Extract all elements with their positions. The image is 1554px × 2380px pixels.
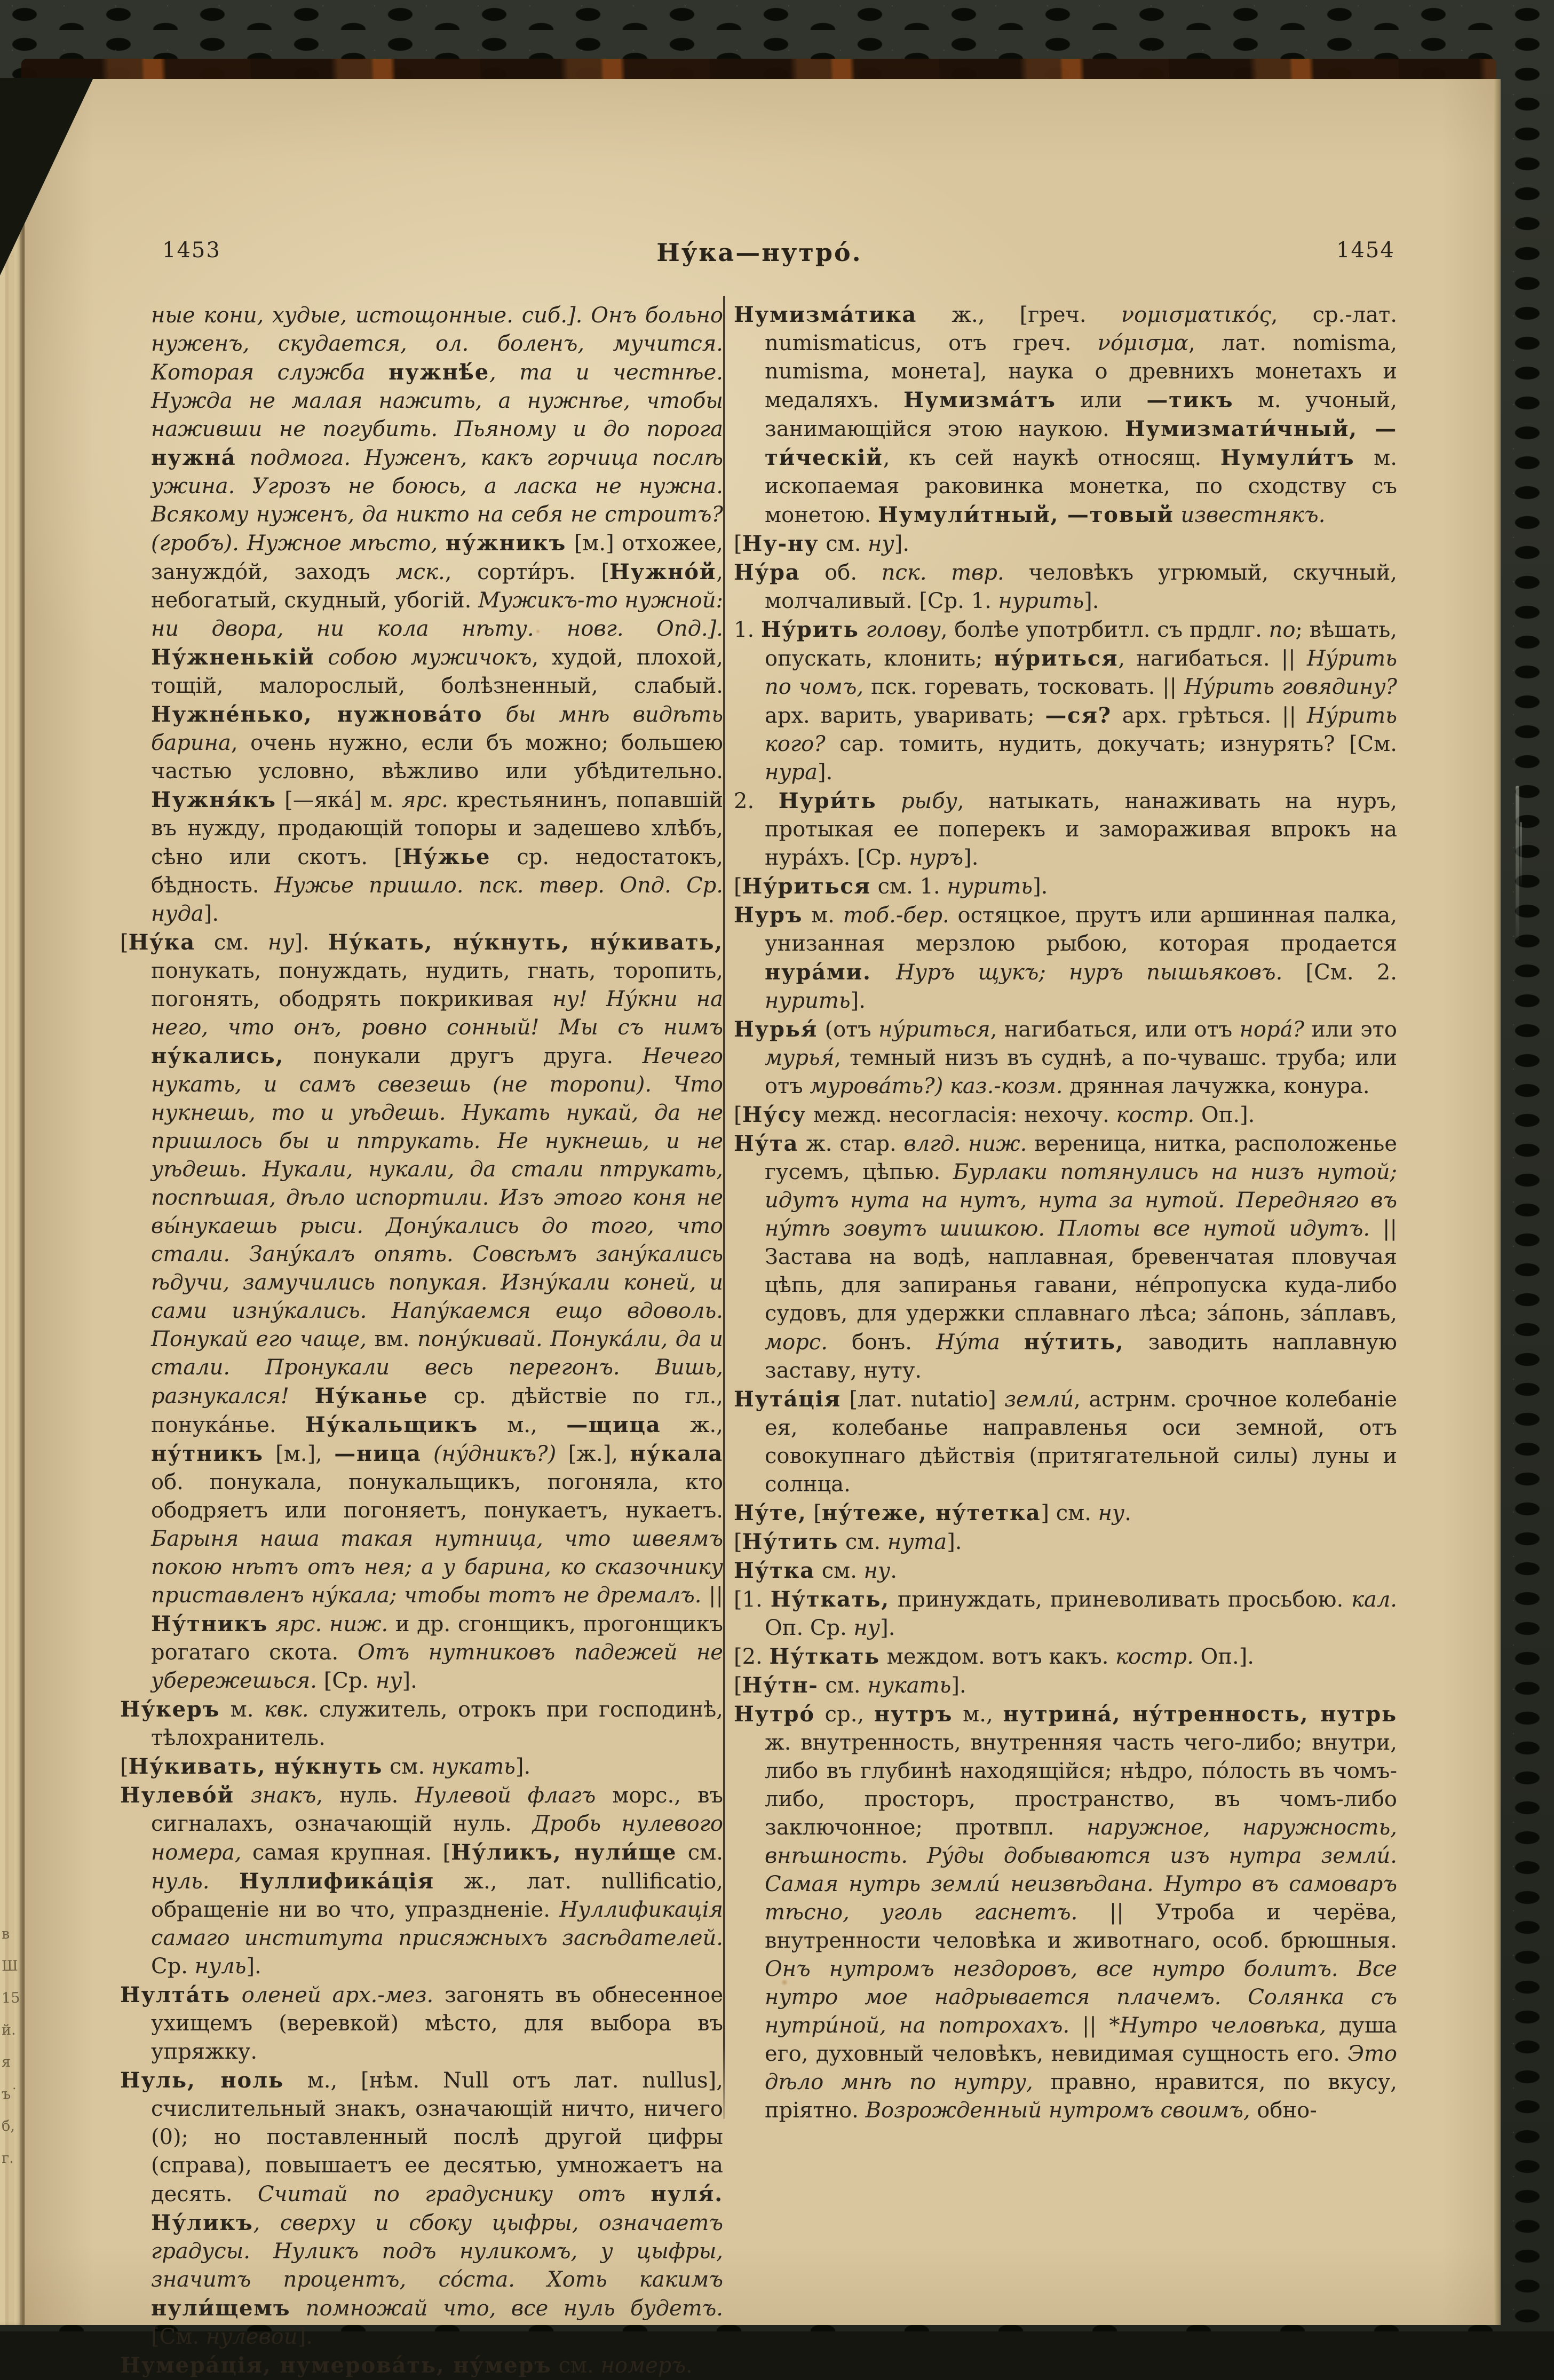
dictionary-entry: Ну́те, [ну́теже, ну́тетка] см. ну.: [734, 1500, 1131, 1525]
dictionary-entry: Нурья́ (отъ ну́риться, нагибаться, или отъ нора́? или это мурья́, темный низъ въ суднѣ, а по-чувашс. труба; или отъ мурова́ть?) каз.-козм. дрянная лачужка, конура.: [734, 1017, 1397, 1098]
edge-mark-fragment: ъ˙: [1, 2085, 18, 2103]
page-number-left: 1453: [162, 238, 221, 263]
cloth-scratch: [1516, 786, 1519, 940]
edge-mark-fragment: я: [1, 2053, 11, 2071]
text-column-left: [120, 302, 723, 2380]
edge-mark-fragment: 15: [1, 1989, 20, 2007]
dictionary-entry: [Ну́тить см. нута].: [734, 1529, 962, 1554]
dictionary-entry: Нуръ м. тоб.-бер. остяцкое, прутъ или аршинная палка, унизанная мерзлою рыбою, которая продается нура́ми. Нуръ щукъ; нуръ пышьяковъ. [См. 2. нурить].: [734, 903, 1398, 1013]
dictionary-entry: Нумера́ція, нумерова́ть, ну́меръ см. номеръ.: [120, 2353, 693, 2378]
dictionary-entry: Нумизма́тика ж., [греч. νομισματικός, ср.-лат. numismaticus, отъ греч. νόμισμα, лат. nomisma, numisma, монета], наука о древнихъ монетахъ и медаляхъ. Нумизма́тъ или —тикъ м. учоный, занимающійся этою наукою. Нумизмати́чный, —ти́ческій, къ сей наукѣ относящ. Нумули́тъ м. ископаемая раковинка монетка, по сходству съ монетою. Нумули́тный, —товый известнякъ.: [734, 302, 1397, 527]
dictionary-entry: Ну́керъ м. квк. служитель, отрокъ при господинѣ, тѣлохранитель.: [120, 1697, 724, 1750]
book-cover-edge: [21, 59, 1496, 81]
dictionary-entry: 2. Нури́ть рыбу, натыкать, нанаживать на нуръ, протыкая ее поперекъ и замораживая впрокъ на нура́хъ. [Ср. нуръ].: [734, 788, 1398, 870]
edge-mark-fragment: Ш: [1, 1957, 19, 1975]
page-header: [25, 238, 1494, 275]
dictionary-entry: [Ну́тн- см. нукать].: [734, 1673, 966, 1698]
edge-mark-fragment: в: [1, 1925, 10, 1943]
dictionary-entry: Ну́ра об. пск. твр. человѣкъ угрюмый, скучный, молчаливый. [Ср. 1. нурить].: [734, 560, 1398, 613]
edge-mark-fragment: г.: [1, 2149, 14, 2167]
dictionary-entry: Нулево́й знакъ, нуль. Нулевой флагъ морс., въ сигналахъ, означающій нуль. Дробь нулевого номера, самая крупная. [Ну́ликъ, нули́ще см. нуль. Нуллифика́ція ж., лат. nullificatio, обращеніе ни во что, упраздненіе. Нуллификація самаго института присяжныхъ засѣдателей. Ср. нуль].: [120, 1783, 723, 1979]
dictionary-entry: Нулта́ть оленей арх.-мез. загонять въ обнесенное ухищемъ (веревкой) мѣсто, для выбора въ упряжку.: [120, 1982, 724, 2064]
dictionary-page: [25, 79, 1494, 2378]
dictionary-entry: [Ну́ка см. ну]. Ну́кать, ну́кнуть, ну́кивать, понукать, понуждать, нудить, гнать, торопить, погонять, ободрять покрикивая ну! Ну́кни на него, что онъ, ровно сонный! Мы съ нимъ ну́кались, понукали другъ друга. Нечего нукать, и самъ свезешь (не торопи). Что нукнешь, то и уѣдешь. Нукать нукай, да не пришлось бы и птрукать. Не нукнешь, и не уѣдешь. Нукали, нукали, да стали птрукать, поспѣшая, дѣло испортили. Изъ этого коня не вы́нукаешь рыси. Дону́кались до того, что стали. Зану́калъ опять. Совсѣмъ зану́кались ѣдучи, замучились попукая. Изну́кали коней, и сами изну́кались. Напу́каемся ещо вдоволь. Понукай его чаще, вм. пону́кивай. Понука́ли, да и стали. Пронукали весь перегонъ. Вишь, разнукался! Ну́канье ср. дѣйствіе по гл., понука́нье. Ну́кальщикъ м., —щица ж., ну́тникъ [м.], —ница (ну́дникъ?) [ж.], ну́кала об. понукала, понукальщикъ, погоняла, кто ободряетъ или погоняетъ, понукаетъ, нукаетъ. Барыня наша такая нутница, что швеямъ покою нѣтъ отъ нея; а у барина, ко сказочнику приставленъ ну́кала; чтобы тотъ не дремалъ. || Ну́тникъ ярс. ниж. и др. сгонщикъ, прогонщикъ рогатаго скота. Отъ нутниковъ падежей не убережешься. [Ср. ну].: [120, 930, 724, 1693]
dictionary-entry: [Ну́риться см. 1. нурить].: [734, 874, 1048, 899]
page-number-right: 1454: [1336, 238, 1395, 263]
dictionary-entry: [Ну́кивать, ну́кнуть см. нукать].: [120, 1754, 531, 1779]
dictionary-entry: [Ну-ну см. ну].: [734, 531, 910, 556]
edge-mark-fragment: й.: [1, 2021, 16, 2039]
dictionary-entry: Ну́тка см. ну.: [734, 1558, 897, 1583]
dictionary-entry: Нутро́ ср., нутръ м., нутрина́, ну́тренность, нутрь ж. внутренность, внутренняя часть чего-либо; внутри, либо въ глубинѣ находящійся; нѣдро, по́лость въ чомъ-либо, просторъ, пространство, въ чомъ-либо заключонное; протвпл. наружное, наружность, внѣшность. Ру́ды добываются изъ нутра земли́. Самая нутрь земли́ неизвѣдана. Нутро въ самоваръ тѣсно, уголь гаснетъ. || Утроба и черёва, внутренности человѣка и животнаго, особ. брюшныя. Онъ нутромъ нездоровъ, все нутро болитъ. Все нутро мое надрывается плачемъ. Солянка съ нутри́ной, на потрохахъ. || *Нутро человѣка, душа его, духовный человѣкъ, невидимая сущность его. Это дѣло мнѣ по нутру, правно, нравится, по вкусу, пріятно. Возрожденный нутромъ своимъ, обно-: [734, 1702, 1398, 2123]
page-edge-stack: [0, 79, 25, 2325]
dictionary-entry: 1. Ну́рить голову, болѣе употрбитл. съ прдлг. по; вѣшать, опускать, клонить; ну́риться, нагибаться. || Ну́рить по чомъ, пск. горевать, тосковать. || Ну́рить говядину? арх. варить, уваривать; —ся? арх. грѣться. || Ну́рить кого? сар. томить, нудить, докучать; изнурять? [См. нура].: [734, 617, 1398, 785]
dictionary-entry: Ну́та ж. стар. влгд. ниж. вереница, нитка, расположенье гусемъ, цѣпью. Бурлаки потянулись на низъ нутой; идутъ нута на нутъ, нута за нутой. Передняго въ ну́тѣ зовутъ шишкою. Плоты все нутой идутъ. || Застава на водѣ, наплавная, бревенчатая пловучая цѣпь, для запиранья гавани, не́пропуска куда-либо судовъ, для удержки сплавнаго лѣса; за́понь, за́плавъ, морс. бонъ. Ну́та ну́тить, заводить наплавную заставу, нуту.: [734, 1131, 1398, 1383]
text-column-right: [734, 301, 1397, 2125]
dictionary-entry: Нута́ція [лат. nutatio] земли́, астрнм. срочное колебаніе ея, колебанье направленья оси земной, отъ совокупнаго дѣйствія (притягательной силы) луны и солнца.: [734, 1387, 1397, 1497]
dictionary-entry: ные кони, худые, истощонные. сиб.]. Онъ больно нуженъ, скудается, ол. боленъ, мучится. Которая служба нужнѣ́е, та и честнѣе. Нужда не малая нажить, а нужнѣе, чтобы наживши не погубить. Пьяному и до порога нужна́ подмога. Нуженъ, какъ горчица послѣ ужина. Угрозъ не боюсь, а ласка не нужна. Всякому нуженъ, да никто на себя не строитъ? (гробъ). Нужное мѣсто, ну́жникъ [м.] отхожее, зануждо́й, заходъ мск., сорти́ръ. [Нужно́й, небогатый, скудный, убогій. Мужикъ-то нужной: ни двора, ни кола нѣту. новг. Опд.]. Ну́жненькій собою мужичокъ, худой, плохой, тощій, малорослый, болѣзненный, слабый. Нужне́нько, нужнова́то бы мнѣ видѣть барина, очень нужно, если бъ можно; большею частью условно, вѣжливо или убѣдительно. Нужня́къ [—яка́] м. ярс. крестьянинъ, попавшій въ нужду, продающій топоры и задешево хлѣбъ, сѣно или скотъ. [Ну́жье ср. недостатокъ, бѣдность. Нужье пришло. пск. твер. Опд. Ср. нуда].: [151, 303, 724, 926]
dictionary-entry: Нуль, ноль м., [нѣм. Null отъ лат. nullus], счислительный знакъ, означающій ничто, ничего (0); но поставленный послѣ другой цифры (справа), повышаетъ ее десятью, умножаетъ на десять. Считай по градуснику отъ нуля́. Ну́ликъ, сверху и сбоку цыфры, означаетъ градусы. Нуликъ подъ нуликомъ, у цыфры, значитъ процентъ, со́ста. Хоть какимъ нули́щемъ помножай что, все нуль будетъ. [См. нулевой].: [120, 2068, 724, 2349]
dictionary-entry: [2. Ну́ткать междом. вотъ какъ. костр. Оп.].: [734, 1644, 1255, 1669]
running-title: Ну́ка—нутро́.: [656, 238, 862, 267]
column-divider: [723, 296, 725, 2119]
edge-mark-fragment: б,: [1, 2117, 15, 2135]
page-right-edge: [1494, 79, 1501, 2325]
cloth-scratch-small: [1520, 822, 1522, 886]
dictionary-entry: [1. Ну́ткать, принуждать, приневоливать просьбою. кал. Оп. Ср. ну].: [734, 1587, 1398, 1640]
dictionary-entry: [Ну́су межд. несогласія: нехочу. костр. Оп.].: [734, 1102, 1255, 1127]
